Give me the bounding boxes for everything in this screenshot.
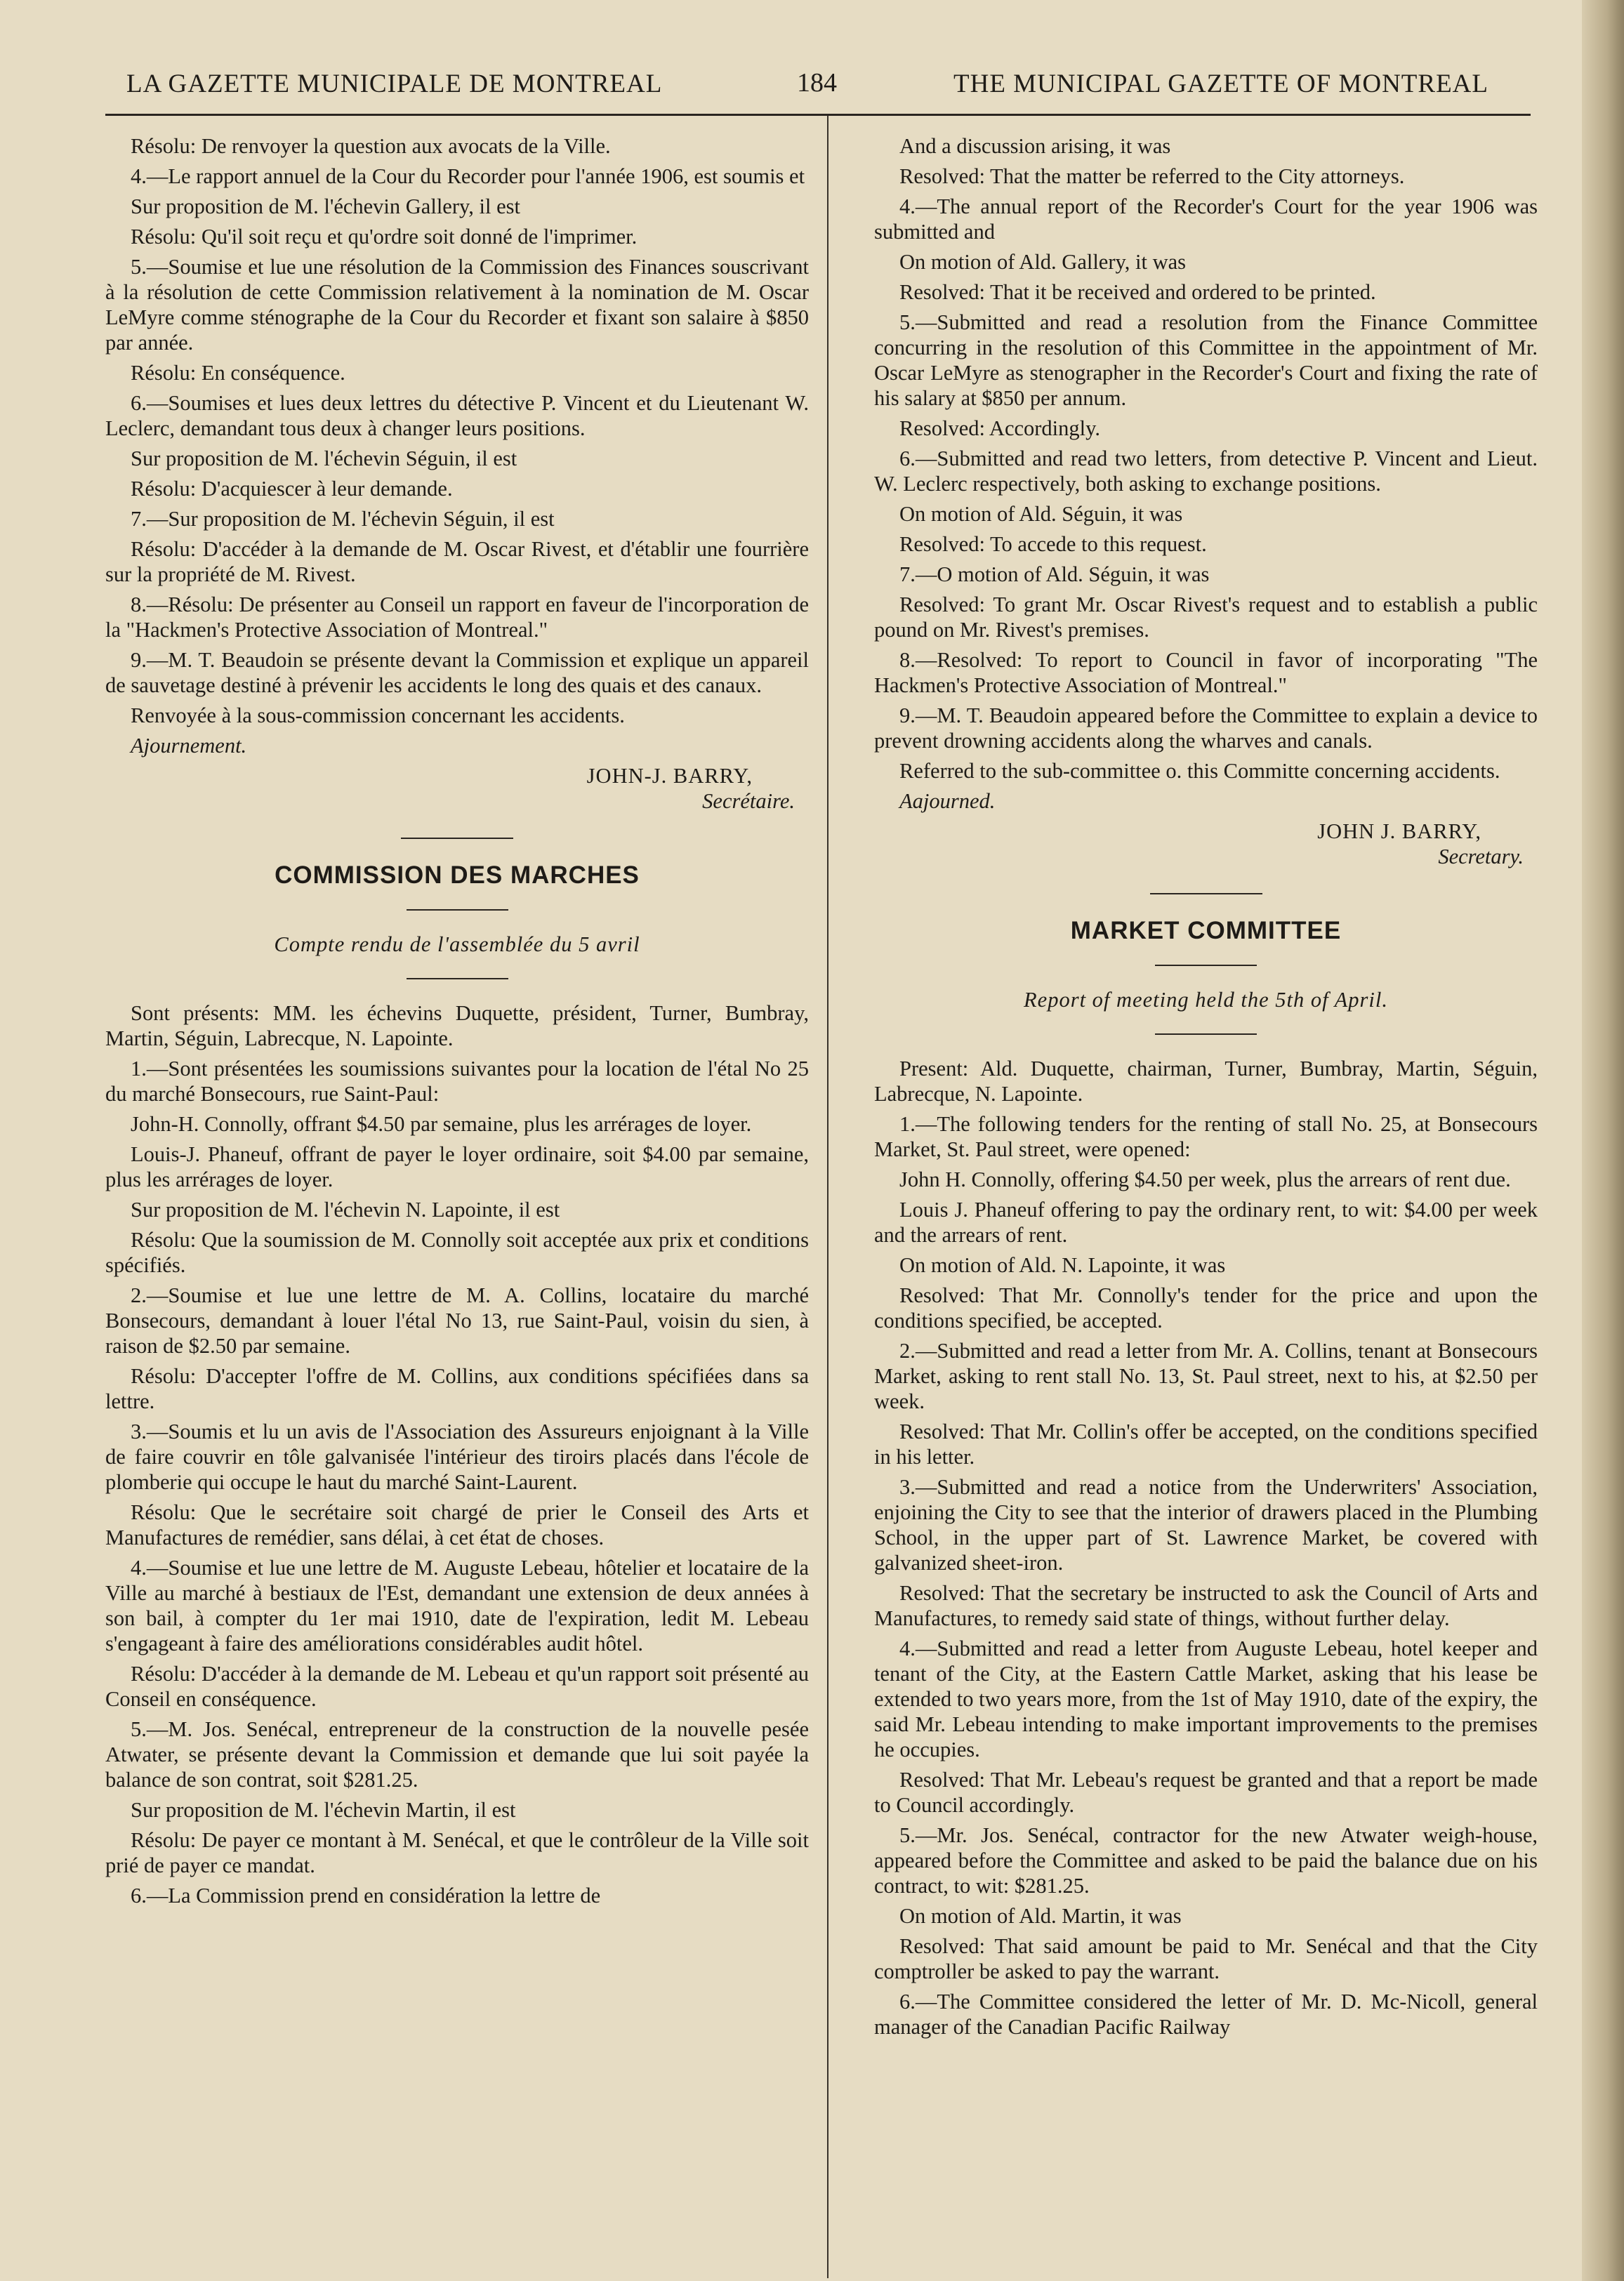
paragraph: Resolved: That it be received and ordered to be printed.: [899, 280, 1376, 304]
paragraph: 5.—Mr. Jos. Senécal, contractor for the new Atwater weigh-house, appeared before the Committee and asked to be paid the balance due on his contract, to wit: $281.25.: [874, 1823, 1538, 1898]
paragraph: Resolved: To accede to this request.: [899, 532, 1207, 556]
paragraph: Louis-J. Phaneuf, offrant de payer le loyer ordinaire, soit $4.00 par semaine, plus les arrérages de loyer.: [105, 1142, 809, 1191]
page-header: [105, 65, 1531, 107]
paragraph: Sur proposition de M. l'échevin Gallery, il est: [131, 194, 520, 218]
paragraph: 9.—M. T. Beaudoin appeared before the Committee to explain a device to prevent drowning accidents along the wharves and canals.: [874, 703, 1538, 753]
paragraph: Resolved: That Mr. Lebeau's request be granted and that a report be made to Council accordingly.: [874, 1768, 1538, 1817]
paragraph: 4.—The annual report of the Recorder's Court for the year 1906 was submitted and: [874, 194, 1538, 244]
paragraph: John-H. Connolly, offrant $4.50 par semaine, plus les arrérages de loyer.: [131, 1112, 752, 1136]
english-column: [874, 133, 1538, 2044]
paragraph: Sur proposition de M. l'échevin N. Lapointe, il est: [131, 1198, 560, 1222]
paragraph: Résolu: De renvoyer la question aux avocats de la Ville.: [131, 134, 611, 158]
paragraph: On motion of Ald. N. Lapointe, it was: [899, 1253, 1226, 1277]
paragraph: Resolved: To grant Mr. Oscar Rivest's request and to establish a public pound on Mr. Rivest's premises.: [874, 593, 1538, 642]
french-minutes-continued: [105, 133, 809, 758]
paragraph: Referred to the sub-committee o. this Committe concerning accidents.: [899, 759, 1500, 783]
paragraph: Résolu: D'accéder à la demande de M. Oscar Rivest, et d'établir une fourrière sur la propriété de M. Rivest.: [105, 537, 809, 586]
paragraph: Résolu: Que le secrétaire soit chargé de prier le Conseil des Arts et Manufactures de remédier, sans délai, à cet état de choses.: [105, 1500, 809, 1549]
paragraph: 7.—O motion of Ald. Séguin, it was: [899, 562, 1210, 586]
paragraph: Résolu: D'accéder à la demande de M. Lebeau et qu'un rapport soit présenté au Conseil en conséquence.: [105, 1662, 809, 1711]
signature-name: JOHN J. BARRY,: [1317, 819, 1481, 843]
paragraph: Resolved: That the secretary be instructed to ask the Council of Arts and Manufactures, to remedy said state of things, without further delay.: [874, 1581, 1538, 1630]
signature-title: Secrétaire.: [702, 789, 795, 813]
paragraph: Résolu: Qu'il soit reçu et qu'ordre soit donné de l'imprimer.: [131, 225, 638, 249]
paragraph: 7.—Sur proposition de M. l'échevin Séguin, il est: [131, 507, 555, 531]
paragraph: 5.—Submitted and read a resolution from the Finance Committee concurring in the resolution of this Committee in the appointment of Mr. Oscar LeMyre as stenographer in the Recorder's Court and fixing the rate of his salary at $850 per annum.: [874, 310, 1538, 410]
header-title-english: THE MUNICIPAL GAZETTE OF MONTREAL: [953, 70, 1488, 98]
header-rule: [105, 114, 1531, 116]
paragraph: Renvoyée à la sous-commission concernant les accidents.: [131, 703, 625, 727]
paragraph: Louis J. Phaneuf offering to pay the ordinary rent, to wit: $4.00 per week and the arrears of rent.: [874, 1198, 1538, 1247]
adjournment: Aajourned.: [899, 789, 996, 813]
french-column: [105, 133, 809, 1913]
column-divider: [827, 116, 828, 2278]
paragraph: 1.—Sont présentées les soumissions suivantes pour la location de l'étal No 25 du marché Bonsecours, rue Saint-Paul:: [105, 1057, 809, 1106]
title-divider: [407, 909, 508, 911]
paragraph: Résolu: D'acquiescer à leur demande.: [131, 477, 453, 501]
paragraph: Resolved: Accordingly.: [899, 416, 1101, 440]
paragraph: 8.—Résolu: De présenter au Conseil un rapport en faveur de l'incorporation de la "Hackmen's Protective Association of Montreal.": [105, 593, 809, 642]
paragraph: 6.—La Commission prend en considération la lettre de: [131, 1884, 601, 1908]
paragraph: Resolved: That the matter be referred to the City attorneys.: [899, 164, 1405, 188]
paragraph: 3.—Soumis et lu un avis de l'Association des Assureurs enjoignant à la Ville de faire couvrir en tôle galvanisée l'intérieur des tiroirs placés dans l'école de plomberie qui occupe le haut du marché Saint-Laurent.: [105, 1420, 809, 1494]
paragraph: Sont présents: MM. les échevins Duquette, président, Turner, Bumbray, Martin, Séguin, Labrecque, N. Lapointe.: [105, 1001, 809, 1050]
paragraph: 2.—Submitted and read a letter from Mr. A. Collins, tenant at Bonsecours Market, asking to rent stall No. 13, St. Paul street, next to his, at $2.50 per week.: [874, 1339, 1538, 1413]
paragraph: On motion of Ald. Martin, it was: [899, 1904, 1182, 1928]
section-subtitle: Report of meeting held the 5th of April.: [1024, 988, 1388, 1012]
paragraph: Present: Ald. Duquette, chairman, Turner, Bumbray, Martin, Séguin, Labrecque, N. Lapointe.: [874, 1057, 1538, 1106]
section-divider: [401, 838, 513, 839]
section-divider: [1150, 893, 1262, 894]
english-market-minutes: [874, 1056, 1538, 2039]
paragraph: Sur proposition de M. l'échevin Séguin, il est: [131, 447, 517, 470]
paragraph: Resolved: That said amount be paid to Mr. Senécal and that the City comptroller be asked to pay the warrant.: [874, 1934, 1538, 1983]
signature-name: JOHN-J. BARRY,: [586, 764, 753, 788]
section-subtitle: Compte rendu de l'assemblée du 5 avril: [274, 932, 640, 956]
paragraph: Résolu: D'accepter l'offre de M. Collins, aux conditions spécifiées dans sa lettre.: [105, 1364, 809, 1413]
paragraph: 6.—Soumises et lues deux lettres du détective P. Vincent et du Lieutenant W. Leclerc, demandant tous deux à changer leurs positions.: [105, 391, 809, 440]
signature-title: Secretary.: [1438, 845, 1524, 868]
paragraph: On motion of Ald. Séguin, it was: [899, 502, 1183, 526]
french-market-minutes: [105, 1000, 809, 1908]
paragraph: 4.—Le rapport annuel de la Cour du Recorder pour l'année 1906, est soumis et: [131, 164, 805, 188]
paragraph: 5.—M. Jos. Senécal, entrepreneur de la construction de la nouvelle pesée Atwater, se présente devant la Commission et demande que lui soit payée la balance de son contrat, soit $281.25.: [105, 1717, 809, 1792]
section-title: COMMISSION DES MARCHES: [275, 861, 640, 889]
paragraph: 8.—Resolved: To report to Council in favor of incorporating "The Hackmen's Protective Association of Montreal.": [874, 648, 1538, 697]
paragraph: John H. Connolly, offering $4.50 per week, plus the arrears of rent due.: [899, 1168, 1511, 1191]
section-title: MARKET COMMITTEE: [1070, 917, 1342, 944]
paragraph: 9.—M. T. Beaudoin se présente devant la Commission et explique un appareil de sauvetage destiné à prévenir les accidents le long des quais et des canaux.: [105, 648, 809, 697]
paragraph: And a discussion arising, it was: [899, 134, 1171, 158]
paragraph: 4.—Submitted and read a letter from Auguste Lebeau, hotel keeper and tenant of the City, at the Eastern Cattle Market, asking that his lease be extended to two years more, from the 1st of May 1910, date of the expiry, the said Mr. Lebeau intending to make important improvements to the premises he occupies.: [874, 1637, 1538, 1761]
paragraph: Resolved: That Mr. Connolly's tender for the price and upon the conditions specified, be accepted.: [874, 1283, 1538, 1333]
page-edge-shadow: [1582, 0, 1624, 2281]
paragraph: Résolu: De payer ce montant à M. Senécal, et que le contrôleur de la Ville soit prié de payer ce mandat.: [105, 1828, 809, 1877]
paragraph: 6.—The Committee considered the letter of Mr. D. Mc-Nicoll, general manager of the Canadian Pacific Railway: [874, 1990, 1538, 2039]
paragraph: 2.—Soumise et lue une lettre de M. A. Collins, locataire du marché Bonsecours, demandant à louer l'étal No 13, rue Saint-Paul, voisin du sien, à raison de $2.50 par semaine.: [105, 1283, 809, 1358]
header-title-french: LA GAZETTE MUNICIPALE DE MONTREAL: [126, 70, 663, 98]
subtitle-divider: [407, 978, 508, 979]
paragraph: On motion of Ald. Gallery, it was: [899, 250, 1187, 274]
paragraph: 6.—Submitted and read two letters, from detective P. Vincent and Lieut. W. Leclerc respectively, both asking to exchange positions.: [874, 447, 1538, 496]
title-divider: [1155, 965, 1257, 966]
paragraph: Sur proposition de M. l'échevin Martin, il est: [131, 1798, 516, 1822]
english-minutes-continued: [874, 133, 1538, 814]
paragraph: Resolved: That Mr. Collin's offer be accepted, on the conditions specified in his letter.: [874, 1420, 1538, 1469]
subtitle-divider: [1155, 1033, 1257, 1035]
page-number: 184: [797, 68, 837, 98]
paragraph: 1.—The following tenders for the renting of stall No. 25, at Bonsecours Market, St. Paul street, were opened:: [874, 1112, 1538, 1161]
paragraph: Résolu: En conséquence.: [131, 361, 345, 385]
paragraph: 4.—Soumise et lue une lettre de M. Auguste Lebeau, hôtelier et locataire de la Ville au marché à bestiaux de l'Est, demandant une extension de deux années à son bail, à compter du 1er mai 1910, date de l'expiration, ledit M. Lebeau s'engageant à faire des améliorations considérables audit hôtel.: [105, 1556, 809, 1655]
paragraph: 5.—Soumise et lue une résolution de la Commission des Finances souscrivant à la résolution de cette Commission relativement à la nomination de M. Oscar LeMyre comme sténographe de la Cour du Recorder et fixant son salaire à $850 par année.: [105, 255, 809, 355]
paragraph: Résolu: Que la soumission de M. Connolly soit acceptée aux prix et conditions spécifiés.: [105, 1228, 809, 1277]
adjournment: Ajournement.: [131, 734, 247, 758]
paragraph: 3.—Submitted and read a notice from the Underwriters' Association, enjoining the City to see that the interior of drawers placed in the Plumbing School, in the upper part of St. Lawrence Market, be covered with galvanized sheet-iron.: [874, 1475, 1538, 1575]
